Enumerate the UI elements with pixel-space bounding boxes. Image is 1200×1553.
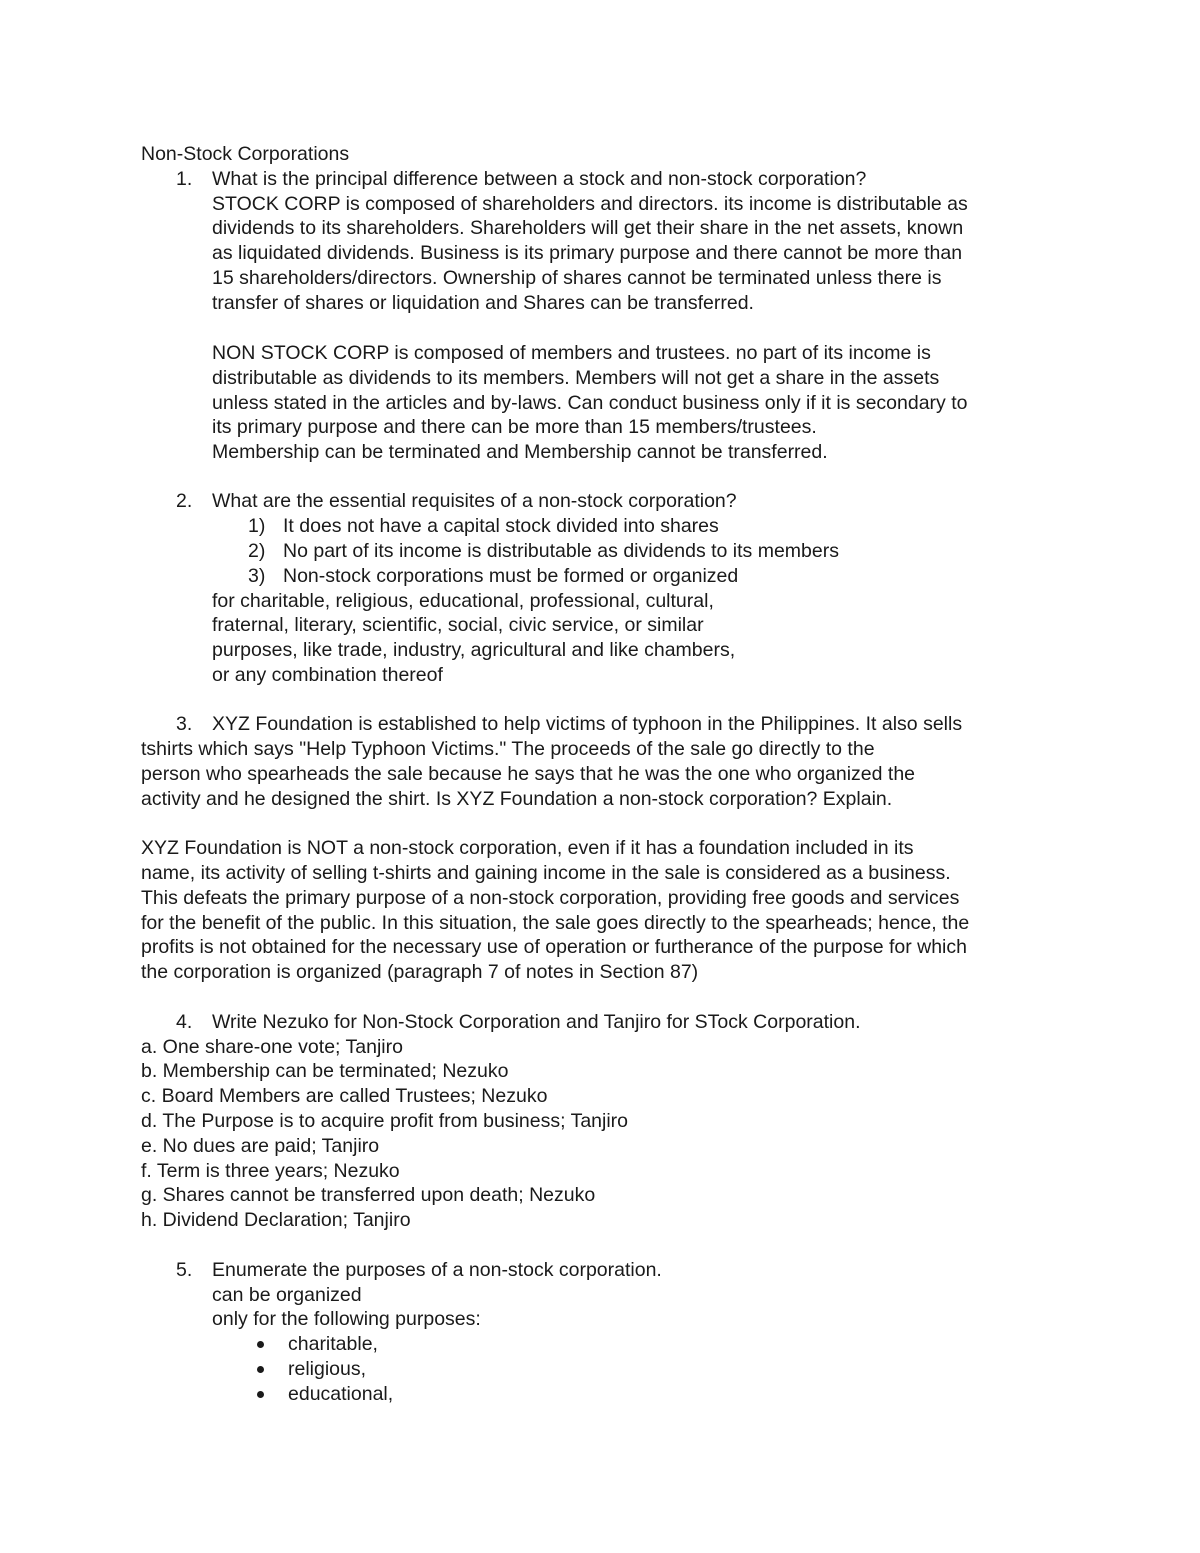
- q2-item-number: 3): [248, 565, 266, 587]
- q1-question: What is the principal difference between a stock and non-stock corporation?: [212, 168, 867, 190]
- q1-nonstock-line: distributable as dividends to its members. Members will not get a share in the assets: [212, 367, 940, 389]
- q3-answer-line: the corporation is organized (paragraph 7 of notes in Section 87): [141, 961, 699, 983]
- q3-question-line: activity and he designed the shirt. Is XYZ Foundation a non-stock corporation? Explain.: [141, 788, 893, 810]
- q2-continuation-line: or any combination thereof: [212, 664, 443, 686]
- q1-stock-line: STOCK CORP is composed of shareholders and directors. its income is distributable as: [212, 193, 968, 215]
- q3-answer-line: XYZ Foundation is NOT a non-stock corporation, even if it has a foundation included in its: [141, 837, 914, 859]
- q5-line: only for the following purposes:: [212, 1308, 481, 1330]
- q1-stock-line: as liquidated dividends. Business is its primary purpose and there cannot be more than: [212, 242, 963, 264]
- q4-number: 4.: [176, 1011, 193, 1033]
- q4-answer: d. The Purpose is to acquire profit from business; Tanjiro: [141, 1110, 629, 1132]
- q2-continuation-line: for charitable, religious, educational, professional, cultural,: [212, 590, 714, 612]
- q1-number: 1.: [176, 168, 193, 190]
- q2-question: What are the essential requisites of a non-stock corporation?: [212, 490, 737, 512]
- q1-stock-line: 15 shareholders/directors. Ownership of shares cannot be terminated unless there is: [212, 267, 942, 289]
- q4-question: Write Nezuko for Non-Stock Corporation and Tanjiro for STock Corporation.: [212, 1011, 861, 1033]
- q3-question-line: person who spearheads the sale because he says that he was the one who organized the: [141, 763, 916, 785]
- q4-answer: b. Membership can be terminated; Nezuko: [141, 1060, 509, 1082]
- q5-number: 5.: [176, 1259, 193, 1281]
- q1-stock-line: transfer of shares or liquidation and Shares can be transferred.: [212, 292, 754, 314]
- q1-nonstock-line: unless stated in the articles and by-laws. Can conduct business only if it is secondary to: [212, 392, 968, 414]
- bullet-icon: [257, 1391, 264, 1398]
- q4-answer: c. Board Members are called Trustees; Nezuko: [141, 1085, 548, 1107]
- q2-item-text: It does not have a capital stock divided into shares: [283, 515, 719, 537]
- q3-answer-line: name, its activity of selling t-shirts and gaining income in the sale is considered as a business.: [141, 862, 951, 884]
- q5-bullet-item: religious,: [288, 1358, 367, 1380]
- q4-answer: e. No dues are paid; Tanjiro: [141, 1135, 380, 1157]
- q4-answer: f. Term is three years; Nezuko: [141, 1160, 400, 1182]
- q3-number: 3.: [176, 713, 193, 735]
- q2-item-number: 2): [248, 540, 266, 562]
- q1-nonstock-line: Membership can be terminated and Membership cannot be transferred.: [212, 441, 828, 463]
- q4-answer: h. Dividend Declaration; Tanjiro: [141, 1209, 411, 1231]
- q4-answer: a. One share-one vote; Tanjiro: [141, 1036, 403, 1058]
- q3-answer-line: for the benefit of the public. In this situation, the sale goes directly to the spearheads; hence, the: [141, 912, 970, 934]
- q2-continuation-line: purposes, like trade, industry, agricultural and like chambers,: [212, 639, 736, 661]
- q2-number: 2.: [176, 490, 193, 512]
- bullet-icon: [257, 1341, 264, 1348]
- q2-item-number: 1): [248, 515, 266, 537]
- q3-question-line: tshirts which says "Help Typhoon Victims." The proceeds of the sale go directly to the: [141, 738, 875, 760]
- q3-question-line: XYZ Foundation is established to help victims of typhoon in the Philippines. It also sells: [212, 713, 963, 735]
- q1-nonstock-line: NON STOCK CORP is composed of members and trustees. no part of its income is: [212, 342, 931, 364]
- q2-item-text: No part of its income is distributable as dividends to its members: [283, 540, 839, 562]
- q4-answer: g. Shares cannot be transferred upon death; Nezuko: [141, 1184, 596, 1206]
- q1-nonstock-line: its primary purpose and there can be more than 15 members/trustees.: [212, 416, 817, 438]
- bullet-icon: [257, 1366, 264, 1373]
- q3-answer-line: profits is not obtained for the necessary use of operation or furtherance of the purpose for which: [141, 936, 967, 958]
- q5-line: can be organized: [212, 1284, 362, 1306]
- document-title: Non-Stock Corporations: [141, 143, 350, 165]
- q1-stock-line: dividends to its shareholders. Shareholders will get their share in the net assets, known: [212, 217, 964, 239]
- q2-continuation-line: fraternal, literary, scientific, social, civic service, or similar: [212, 614, 704, 636]
- q5-question: Enumerate the purposes of a non-stock corporation.: [212, 1259, 662, 1281]
- q2-item-text: Non-stock corporations must be formed or organized: [283, 565, 739, 587]
- q5-bullet-item: charitable,: [288, 1333, 378, 1355]
- q5-bullet-item: educational,: [288, 1383, 394, 1405]
- q3-answer-line: This defeats the primary purpose of a non-stock corporation, providing free goods and services: [141, 887, 960, 909]
